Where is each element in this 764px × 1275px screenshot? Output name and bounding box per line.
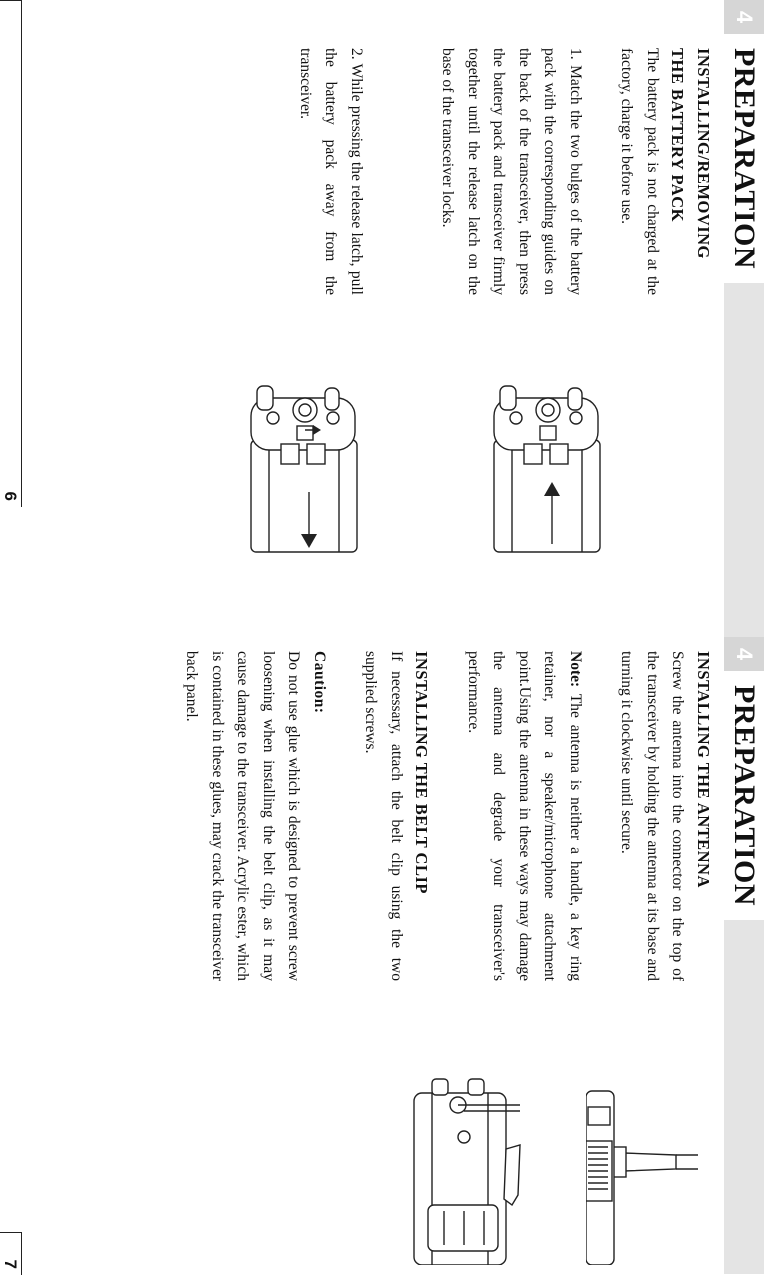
right-section-title: PREPARATION [728, 685, 761, 907]
right-text-column [179, 651, 716, 981]
left-section-title: PREPARATION [728, 48, 761, 270]
left-text-column-2 [293, 48, 370, 295]
antenna-text: Screw the antenna into the connector on the top of the transceiver by holding the antenna at its base and turning it clockwise until secure. [618, 651, 687, 981]
beltclip-text: If necessary, attach the belt clip using the two supplied screws. [362, 651, 405, 981]
belt-clip-figure [404, 1045, 524, 1265]
battery-intro: The battery pack is not charged at the factory, charge it before use. [618, 48, 661, 295]
right-page-number: 7 [1, 1259, 20, 1269]
beltclip-heading: INSTALLING THE BELT CLIP [412, 651, 432, 894]
caution-label: Caution: [311, 651, 328, 714]
battery-step-2: 2. While pressing the release latch, pull the battery pack away from the transceiver. [297, 48, 365, 295]
right-section-tab [724, 637, 764, 920]
caution-text: Do not use glue which is designed to prevent screw loosening when installing the belt clip, as it may cause damage to the transceiver. Acrylic ester, which is contained in these glues, may crack the transceiver back panel. [183, 651, 303, 981]
note-text: The antenna is neither a handle, a key ring retainer, nor a speaker/microphone attachment point.Using the antenna in these ways may damage the antenna and degrade your transceiver's performance. [465, 651, 584, 981]
right-section-number: 4 [724, 637, 764, 671]
left-page-number: 6 [1, 491, 20, 501]
battery-attach-figure [480, 384, 612, 559]
left-section-number: 4 [724, 0, 764, 34]
right-page-number-box [0, 1232, 22, 1275]
antenna-note [461, 651, 589, 981]
note-label: Note: [567, 651, 584, 688]
antenna-heading: INSTALLING THE ANTENNA [694, 651, 713, 888]
battery-heading: INSTALLING/REMOVING THE BATTERY PACK [668, 48, 713, 259]
left-text-column [435, 48, 716, 295]
left-page-number-box [0, 0, 22, 507]
battery-step-1: 1. Match the two bulges of the battery pack with the corresponding guides on the back of the transceiver, then press the battery pack and transceiver firmly together until the release latch on the base of the transceiver locks. [439, 48, 584, 295]
left-section-tab [724, 0, 764, 283]
antenna-figure [586, 1045, 706, 1265]
battery-release-figure [237, 384, 369, 559]
